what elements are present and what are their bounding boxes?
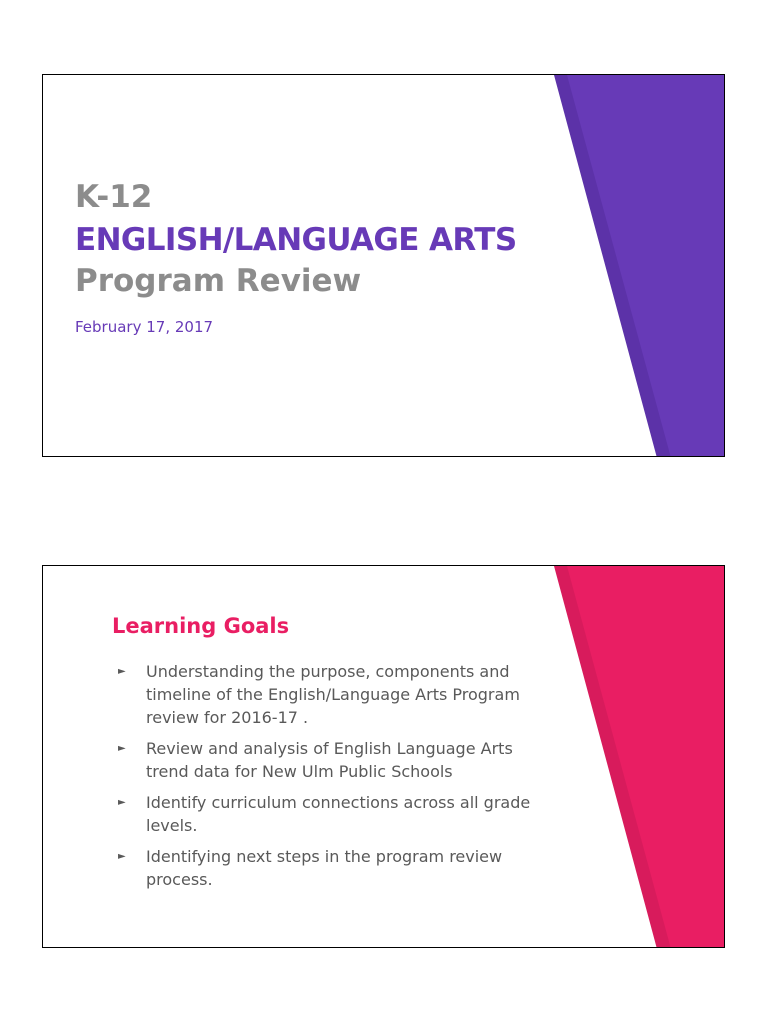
list-item	[118, 791, 558, 837]
presentation-date: February 17, 2017	[75, 318, 214, 336]
learning-goals-list	[118, 660, 558, 899]
slide-title-subject: ENGLISH/LANGUAGE ARTS	[75, 222, 517, 258]
learning-goals-slide	[42, 565, 725, 948]
slide-title: Learning Goals	[112, 614, 290, 638]
list-item	[118, 845, 558, 891]
list-item	[118, 737, 558, 783]
triangle-right-icon: ►	[118, 666, 126, 677]
list-item-text: Identifying next steps in the program review process.	[146, 847, 503, 889]
title-slide	[42, 74, 725, 457]
slide-title-program-review: Program Review	[75, 263, 362, 299]
triangle-right-icon: ►	[118, 851, 126, 862]
list-item-text: Review and analysis of English Language Arts trend data for New Ulm Public Schools	[146, 739, 513, 781]
triangle-right-icon: ►	[118, 797, 126, 808]
list-item	[118, 660, 558, 729]
list-item-text: Understanding the purpose, components and timeline of the English/Language Arts Program review for 2016-17 .	[146, 662, 520, 727]
slide-title-grade-range: K-12	[75, 179, 153, 215]
triangle-right-icon: ►	[118, 743, 126, 754]
list-item-text: Identify curriculum connections across all grade levels.	[146, 793, 531, 835]
